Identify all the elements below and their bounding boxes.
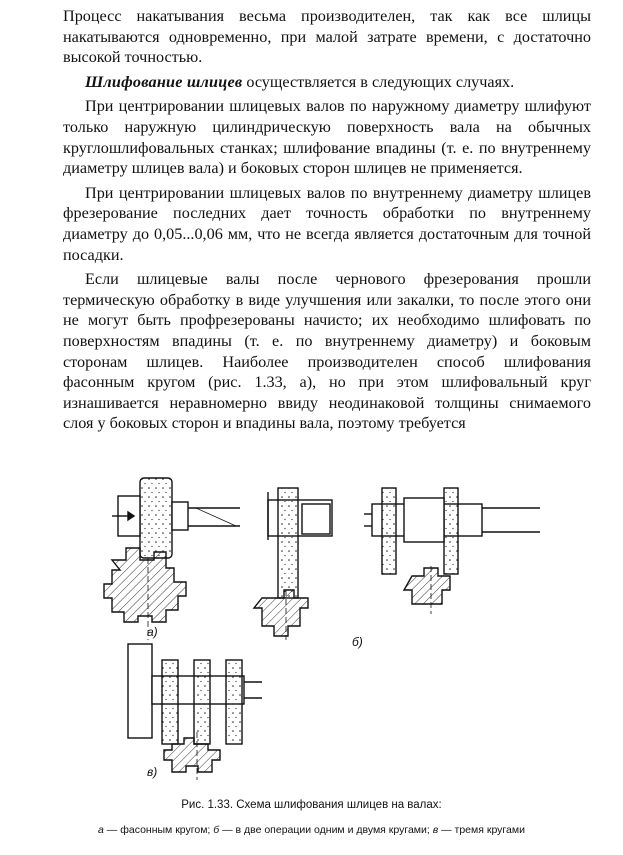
legend-key-b: б xyxy=(213,824,220,836)
figure-label-v: в) xyxy=(147,765,158,779)
body-text xyxy=(63,6,591,434)
paragraph-2 xyxy=(63,72,591,93)
legend-text-a: — фасонным кругом; xyxy=(103,824,214,836)
scheme-a xyxy=(104,478,240,640)
scheme-b xyxy=(254,488,332,640)
scheme-c-lower xyxy=(128,644,262,780)
figure-label-a: а) xyxy=(147,625,158,639)
legend-text-v: — тремя кругами xyxy=(438,824,525,836)
figure-legend xyxy=(0,824,623,836)
paragraph-4: При центрировании шлицевых валов по внутреннему диаметру шлицев фрезерование последних дает точность обработки по внутреннему диаметру до 0,05...0,06 мм, что не всегда является достаточным для точной посадки. xyxy=(63,183,591,264)
grinding-schemes-drawing xyxy=(0,460,623,780)
legend-key-v: в xyxy=(432,824,439,836)
figure-1-33 xyxy=(0,460,623,780)
legend-text-b: — в две операции одним и двумя кругами; xyxy=(219,824,433,836)
paragraph-1: Процесс накатывания весьма производителен, так как все шлицы накатываются одновременно, при малой затрате времени, с достаточно высокой точностью. xyxy=(63,7,591,67)
figure-label-b: б) xyxy=(352,635,363,649)
scheme-c-upper xyxy=(364,488,540,614)
paragraph-3: При центрировании шлицевых валов по наружному диаметру шлифуют только наружную цилиндрическую поверхность вала на обычных круглошлифовальных станках; шлифование впадины (т. е. по внутреннему диаметру шлицев вала) и боковых сторон шлицев не применяется. xyxy=(63,97,591,178)
paragraph-5: Если шлицевые валы после чернового фрезерования прошли термическую обработку в виде улучшения или закалки, то после этого они не могут быть профрезерованы начисто; их необходимо шлифовать по поверхностям впадины (т. е. по внутреннему диаметру) и боковым сторонам шлицев. Наиболее производителен способ шлифования фасонным кругом (рис. 1.33, а), но при этом шлифовальный круг изнашивается неравномерно ввиду неодинаковой толщины снимаемого слоя у боковых сторон и впадины вала, поэтому требуется xyxy=(63,270,591,433)
legend-key-a: а xyxy=(98,824,104,836)
section-heading: Шлифование шлицев xyxy=(85,72,243,91)
figure-caption: Рис. 1.33. Схема шлифования шлицев на валах: xyxy=(181,799,442,811)
paragraph-2-rest: осуществляется в следующих случаях. xyxy=(242,72,515,91)
